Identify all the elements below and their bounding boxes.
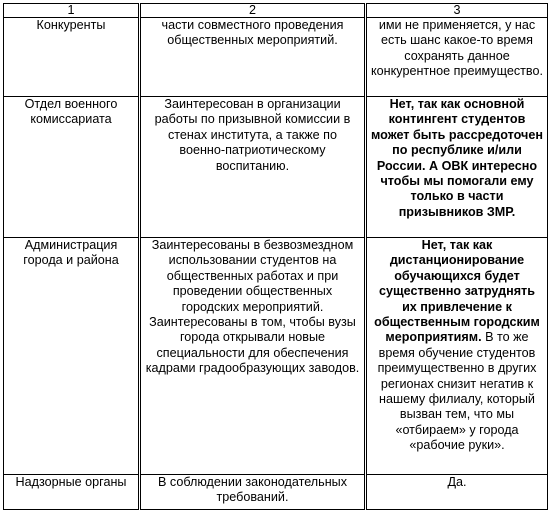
cell-stakeholder: Надзорные органы <box>4 475 140 510</box>
cell-stakeholder: Администрация города и района <box>4 238 140 475</box>
cell-interest: части совместного проведения общественных мероприятий. <box>140 18 366 97</box>
stakeholder-table <box>3 3 548 510</box>
table-row <box>4 18 548 97</box>
cell-stakeholder: Конкуренты <box>4 18 140 97</box>
cell-conflict-bold-text: Нет, так как дистанционирование обучающихся будет существенно затруднять их привлечение к общественным городским мероприятиям. <box>374 238 540 345</box>
cell-interest: В соблюдении законодательных требований. <box>140 475 366 510</box>
cell-conflict: Да. <box>366 475 548 510</box>
header-col-3: 3 <box>366 4 548 18</box>
cell-conflict: ими не применяется, у нас есть шанс какое-то время сохранять данное конкурентное преимущество. <box>366 18 548 97</box>
table-row <box>4 97 548 238</box>
cell-interest: Заинтересован в организации работы по призывной комиссии в стенах института, а также по военно-патриотическому воспитанию. <box>140 97 366 238</box>
header-col-2: 2 <box>140 4 366 18</box>
cell-stakeholder: Отдел военного комиссариата <box>4 97 140 238</box>
cell-conflict <box>366 97 548 238</box>
cell-conflict-normal-text: В то же время обучение студентов преимущественно в других регионах снизит негатив к нашему филиалу, который вызван тем, что мы «отбираем» у города «рабочие руки». <box>377 330 537 453</box>
cell-conflict-bold-text: Нет, так как основной контингент студентов может быть рассредоточен по республике и/или России. А ОВК интересно чтобы мы помогали ему только в части призывников ЗМР. <box>371 97 543 219</box>
cell-conflict <box>366 238 548 475</box>
table-row <box>4 475 548 510</box>
header-row <box>4 4 548 18</box>
header-col-1: 1 <box>4 4 140 18</box>
table-row <box>4 238 548 475</box>
cell-interest: Заинтересованы в безвозмездном использовании студентов на общественных работах и при проведении общественных городских мероприятий. Заинтересованы в том, чтобы вузы города открывали новые специальности для обеспечения кадрами градообразующих заводов. <box>140 238 366 475</box>
